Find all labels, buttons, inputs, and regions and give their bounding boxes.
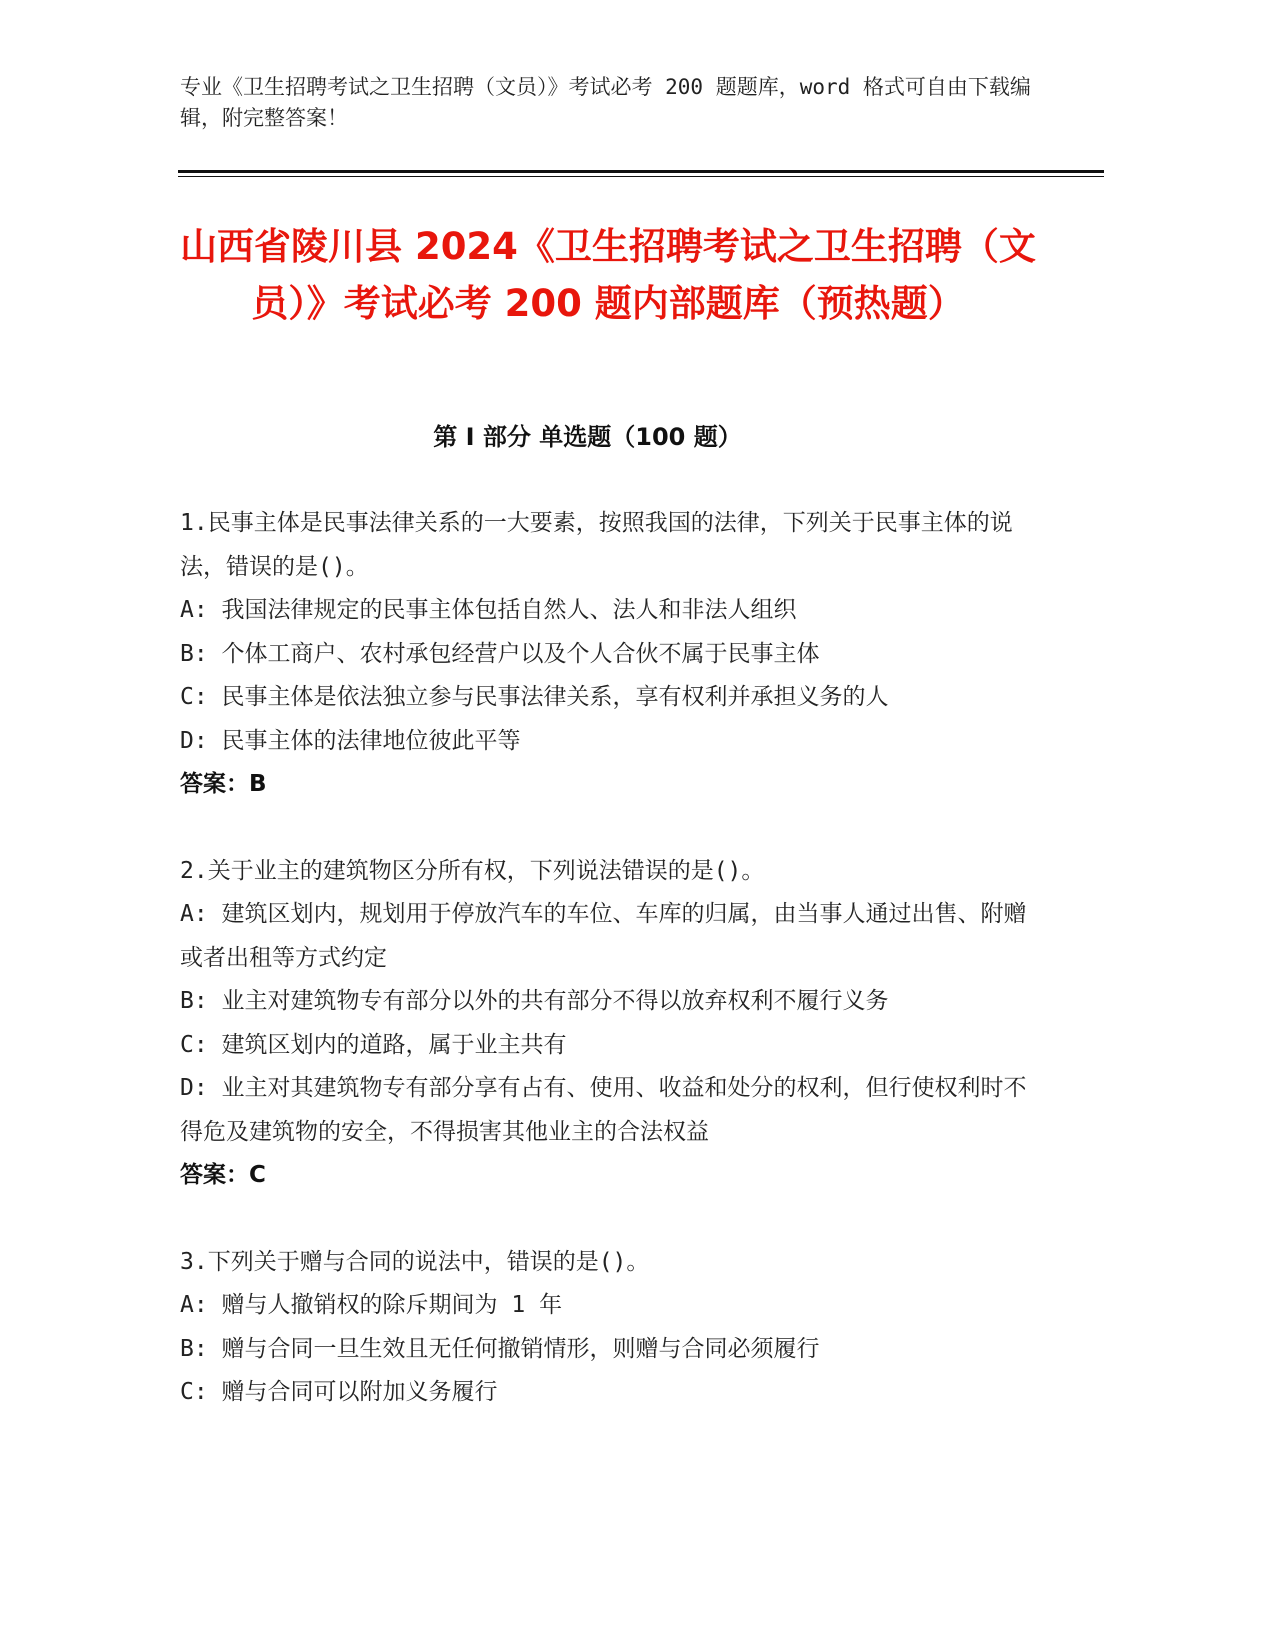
question-2 <box>180 850 1030 1198</box>
question-stem: 2.关于业主的建筑物区分所有权，下列说法错误的是()。 <box>180 857 765 884</box>
option-c: C: 建筑区划内的道路，属于业主共有 <box>180 1031 567 1058</box>
option-b: B: 个体工商户、农村承包经营户以及个人合伙不属于民事主体 <box>180 640 820 667</box>
option-d: D: 民事主体的法律地位彼此平等 <box>180 727 521 754</box>
header-note: 专业《卫生招聘考试之卫生招聘（文员）》考试必考 200 题题库，word 格式可自由下载编辑，附完整答案！ <box>180 75 1031 130</box>
option-a: A: 我国法律规定的民事主体包括自然人、法人和非法人组织 <box>180 597 797 623</box>
option-c: C: 民事主体是依法独立参与民事法律关系，享有权利并承担义务的人 <box>180 684 889 710</box>
option-b: B: 业主对建筑物专有部分以外的共有部分不得以放弃权利不履行义务 <box>180 988 889 1014</box>
answer-label: 答案：C <box>180 1162 266 1188</box>
option-c: C: 赠与合同可以附加义务履行 <box>180 1379 498 1405</box>
question-list <box>180 502 1030 1458</box>
option-b: B: 赠与合同一旦生效且无任何撤销情形，则赠与合同必须履行 <box>180 1335 820 1362</box>
header-divider-thick <box>178 170 1104 173</box>
question-stem: 1.民事主体是民事法律关系的一大要素，按照我国的法律，下列关于民事主体的说法，错误的是()。 <box>180 510 1013 580</box>
section-heading: 第 I 部分 单选题（100 题） <box>433 423 742 451</box>
option-a: A: 赠与人撤销权的除斥期间为 1 年 <box>180 1292 563 1318</box>
question-3 <box>180 1241 1030 1415</box>
document-title: 山西省陵川县 2024《卫生招聘考试之卫生招聘（文员）》考试必考 200 题内部题库（预热题） <box>180 225 1036 325</box>
option-a: A: 建筑区划内，规划用于停放汽车的车位、车库的归属，由当事人通过出售、附赠或者出租等方式约定 <box>180 901 1027 971</box>
header-divider-thin <box>178 176 1104 177</box>
option-d: D: 业主对其建筑物专有部分享有占有、使用、收益和处分的权利，但行使权利时不得危及建筑物的安全，不得损害其他业主的合法权益 <box>180 1075 1027 1145</box>
question-1 <box>180 502 1030 807</box>
question-stem: 3.下列关于赠与合同的说法中，错误的是()。 <box>180 1248 650 1275</box>
answer-label: 答案：B <box>180 771 267 797</box>
